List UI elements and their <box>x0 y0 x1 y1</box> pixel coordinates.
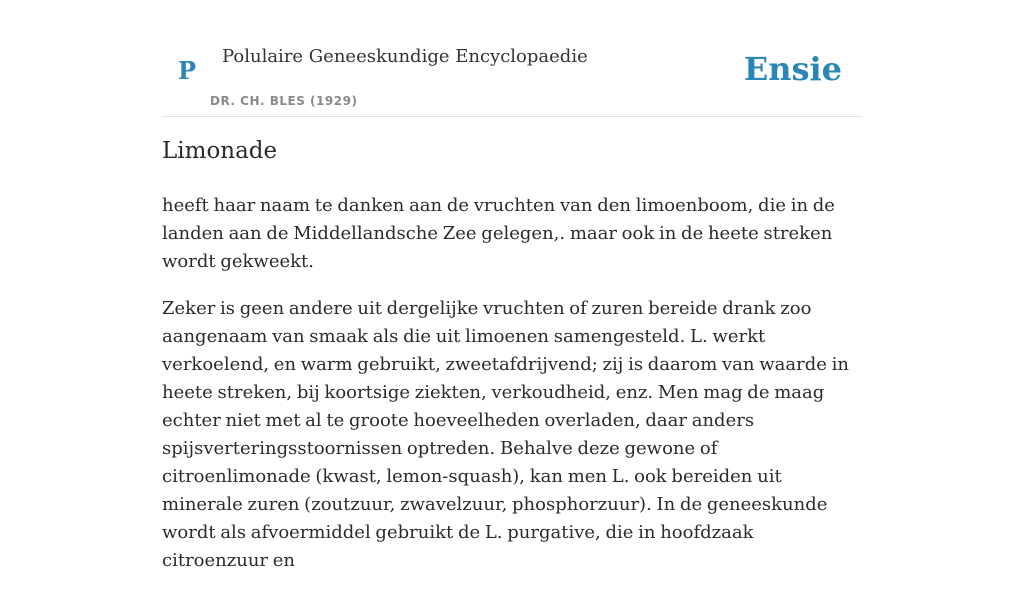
book-letter-icon: P <box>178 56 197 85</box>
book-title-link[interactable]: Polulaire Geneeskundige Encyclopaedie <box>222 46 588 67</box>
page <box>162 0 862 571</box>
header <box>162 0 862 117</box>
entry-title: Limonade <box>162 138 278 164</box>
ensie-logo-link[interactable]: Ensie <box>743 50 842 88</box>
entry-paragraph: heeft haar naam te danken aan de vruchten van den limoenboom, die in de landen aan de Middellandsche Zee gelegen,. maar ook in de heete streken wordt gekweekt. <box>162 195 835 272</box>
entry-paragraph: Zeker is geen andere uit dergelijke vruchten of zuren bereide drank zoo aangenaam van smaak als die uit limoenen samengesteld. L. werkt verkoelend, en warm gebruikt, zweetafdrijvend; zij is daarom van waarde in heete streken, bij koortsige ziekten, verkoudheid, enz. Men mag de maag echter niet met al te groote hoeveelheden overladen, daar anders spijsverteringsstoornissen optreden. Behalve deze gewone of citroenlimonade (kwast, lemon-squash), kan men L. ook bereiden uit minerale zuren (zoutzuur, zwavelzuur, phosphorzuur). In de geneeskunde wordt als afvoermiddel gebruikt de L. purgative, die in hoofdzaak citroenzuur en <box>162 298 849 571</box>
book-author: DR. CH. BLES (1929) <box>210 94 358 108</box>
entry-body <box>162 192 862 594</box>
